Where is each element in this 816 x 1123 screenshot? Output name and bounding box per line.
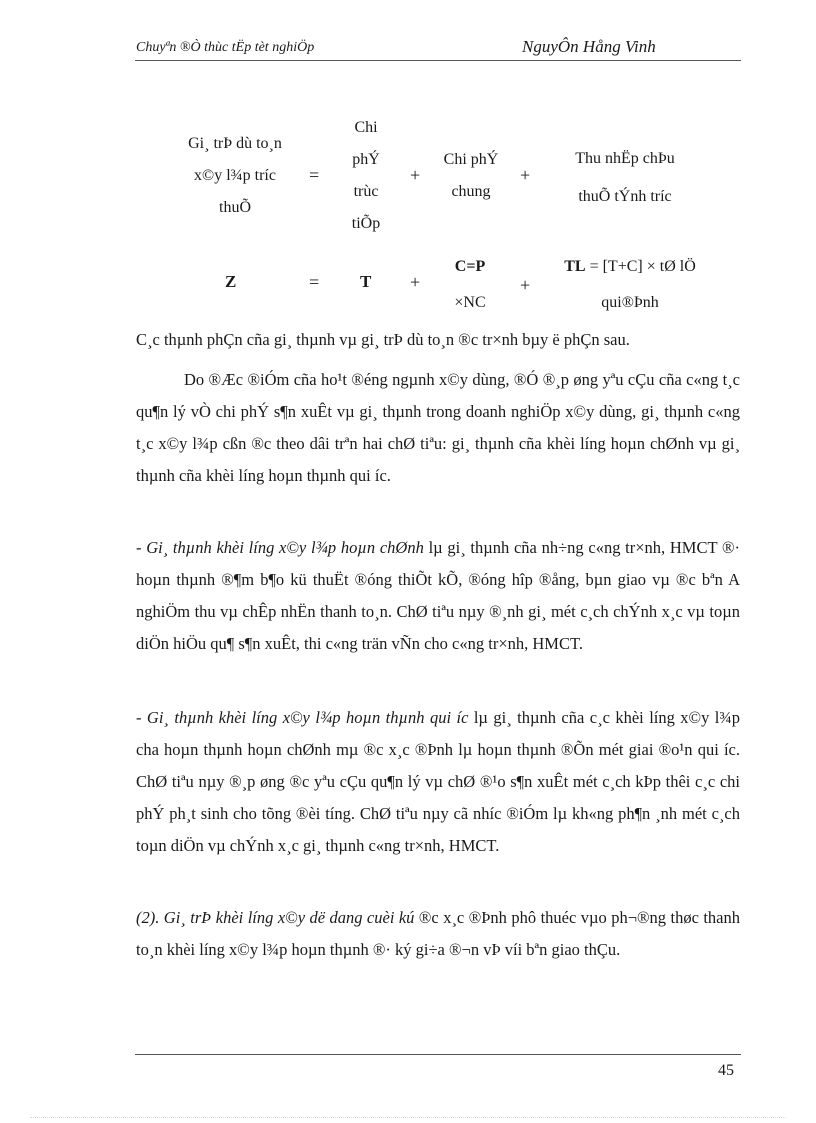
formula1-term2-line: chung (451, 183, 491, 200)
formula2-tl-line (540, 249, 720, 285)
header-rule (135, 60, 741, 61)
paragraph-4-text: lµ gi¸ thµnh cña c¸c khèi líng x©y l¾p cha hoµn thµnh hoµn chØnh mµ ®c x¸c ®Þnh lµ hoµn thµnh ®Õn mét giai ®o¹n qui íc. ChØ tiªu nµy ®¸p øng ®c yªu cÇu qu¶n lý vµ chØ ®¹o s¶n xuÊt mét c¸ch kÞp thêi c¸c chi phÝ ph¸t sinh cho tõng ®èi tíng. ChØ tiªu nµy cã nhíc ®iÓm lµ kh«ng ph¶n ¸nh mét c¸ch toµn diÖn vµ chÝnh x¸c gi¸ thµnh c«ng tr×nh, HMCT. (136, 708, 740, 855)
formula1-plus: + (520, 165, 531, 185)
term-conventional-volume: - Gi¸ thµnh khèi líng x©y l¾p hoµn thµnh qui íc (136, 708, 469, 727)
formula1-plus: + (410, 165, 421, 185)
formula1-lhs (160, 128, 310, 224)
paragraph-3-text: lµ gi¸ thµnh cña nh÷ng c«ng tr×nh, HMCT ®· hoµn thµnh ®¶m b¶o kü thuËt ®óng thiÕt kÕ, ®óng hîp ®ång, bµn giao vµ ®c bªn A nghiÖm thu vµ chÊp nhËn thanh to¸n. ChØ tiªu nµy ®¸nh gi¸ mét c¸ch chÝnh x¸c vµ toµn diÖn hiÖu qu¶ s¶n xuÊt, thi c«ng trän vÑn cho c«ng tr×nh, HMCT. (136, 538, 741, 653)
formula2-t: T (360, 272, 372, 291)
term-wip-value: (2). Gi¸ trÞ khèi líng x©y dë dang cuèi kú (136, 908, 415, 927)
formula2-c-label: C=P (454, 258, 486, 275)
formula2-tl-expression: = [T+C] × tØ lÖ (585, 258, 696, 275)
paragraph-3 (136, 532, 740, 660)
formula2-tl-line: qui®Þnh (601, 294, 659, 311)
formula1-direct-cost (336, 112, 396, 240)
page-number: 45 (718, 1062, 734, 1079)
formula1-equals: = (309, 165, 320, 185)
term-complete-volume: - Gi¸ thµnh khèi líng x©y l¾p hoµn chØnh (136, 538, 424, 557)
formula1-lhs-line: Gi¸ trÞ dù to¸n (188, 135, 282, 152)
formula2-equals: = (309, 272, 320, 292)
formula2-plus: + (410, 272, 421, 292)
formula1-lhs-line: x©y l¾p tríc (194, 167, 276, 184)
paragraph-4 (136, 702, 740, 862)
formula1-term1-line: tiÕp (351, 215, 381, 232)
formula1-pretax-income (550, 140, 700, 216)
footer-rule (135, 1054, 741, 1055)
formula1-lhs-line: thuÕ (219, 199, 251, 216)
paragraph-1: C¸c thµnh phÇn cña gi¸ thµnh vµ gi¸ trÞ dù to¸n ®c tr×nh bµy ë phÇn sau. (136, 330, 630, 349)
paragraph-5-text: ®c x¸c ®Þnh phô thuéc vµo ph¬®ng thøc thanh to¸n khèi líng x©y l¾p hoµn thµnh ®· ký gi÷a ®¬n vÞ víi bªn giao thÇu. (136, 908, 740, 959)
formula2-c-line: ×NC (454, 294, 486, 311)
header-title: Chuyªn ®Ò thùc tËp tèt nghiÖp (136, 40, 315, 55)
formula1-term1-line: Chi (354, 119, 378, 136)
formula1-term2-line: Chi phÝ (443, 151, 499, 168)
formula1-term3-line: thuÕ tÝnh tríc (578, 188, 672, 205)
formula2-tl (540, 249, 720, 321)
paragraph-5 (136, 902, 740, 966)
paragraph-2: Do ®Æc ®iÓm cña ho¹t ®éng ngµnh x©y dùng, ®Ó ®¸p øng yªu cÇu cña c«ng t¸c qu¶n lý vÒ chi phÝ s¶n xuÊt vµ gi¸ thµnh trong doanh nghiÖp x©y dùng, gi¸ thµnh c«ng t¸c x©y l¾p cßn ®c theo dâi trªn hai chØ tiªu: gi¸ thµnh cña khèi líng hoµn chØnh vµ gi¸ thµnh cña khèi líng hoµn thµnh qui íc. (136, 370, 740, 485)
formula2-c-line (440, 249, 500, 285)
formula2-c (440, 249, 500, 321)
formula2-plus: + (520, 275, 531, 295)
formula2-z: Z (225, 272, 237, 291)
formula2-tl-bold: TL (564, 258, 586, 275)
page-edge-dots (30, 1117, 786, 1118)
formula1-term1-line: phÝ (352, 151, 380, 168)
formula1-general-cost (430, 144, 512, 208)
formula1-term3-line: Thu nhËp chÞu (575, 150, 675, 167)
formula1-term1-line: trùc (353, 183, 379, 200)
header-author: NguyÔn Hång Vinh (522, 37, 656, 56)
